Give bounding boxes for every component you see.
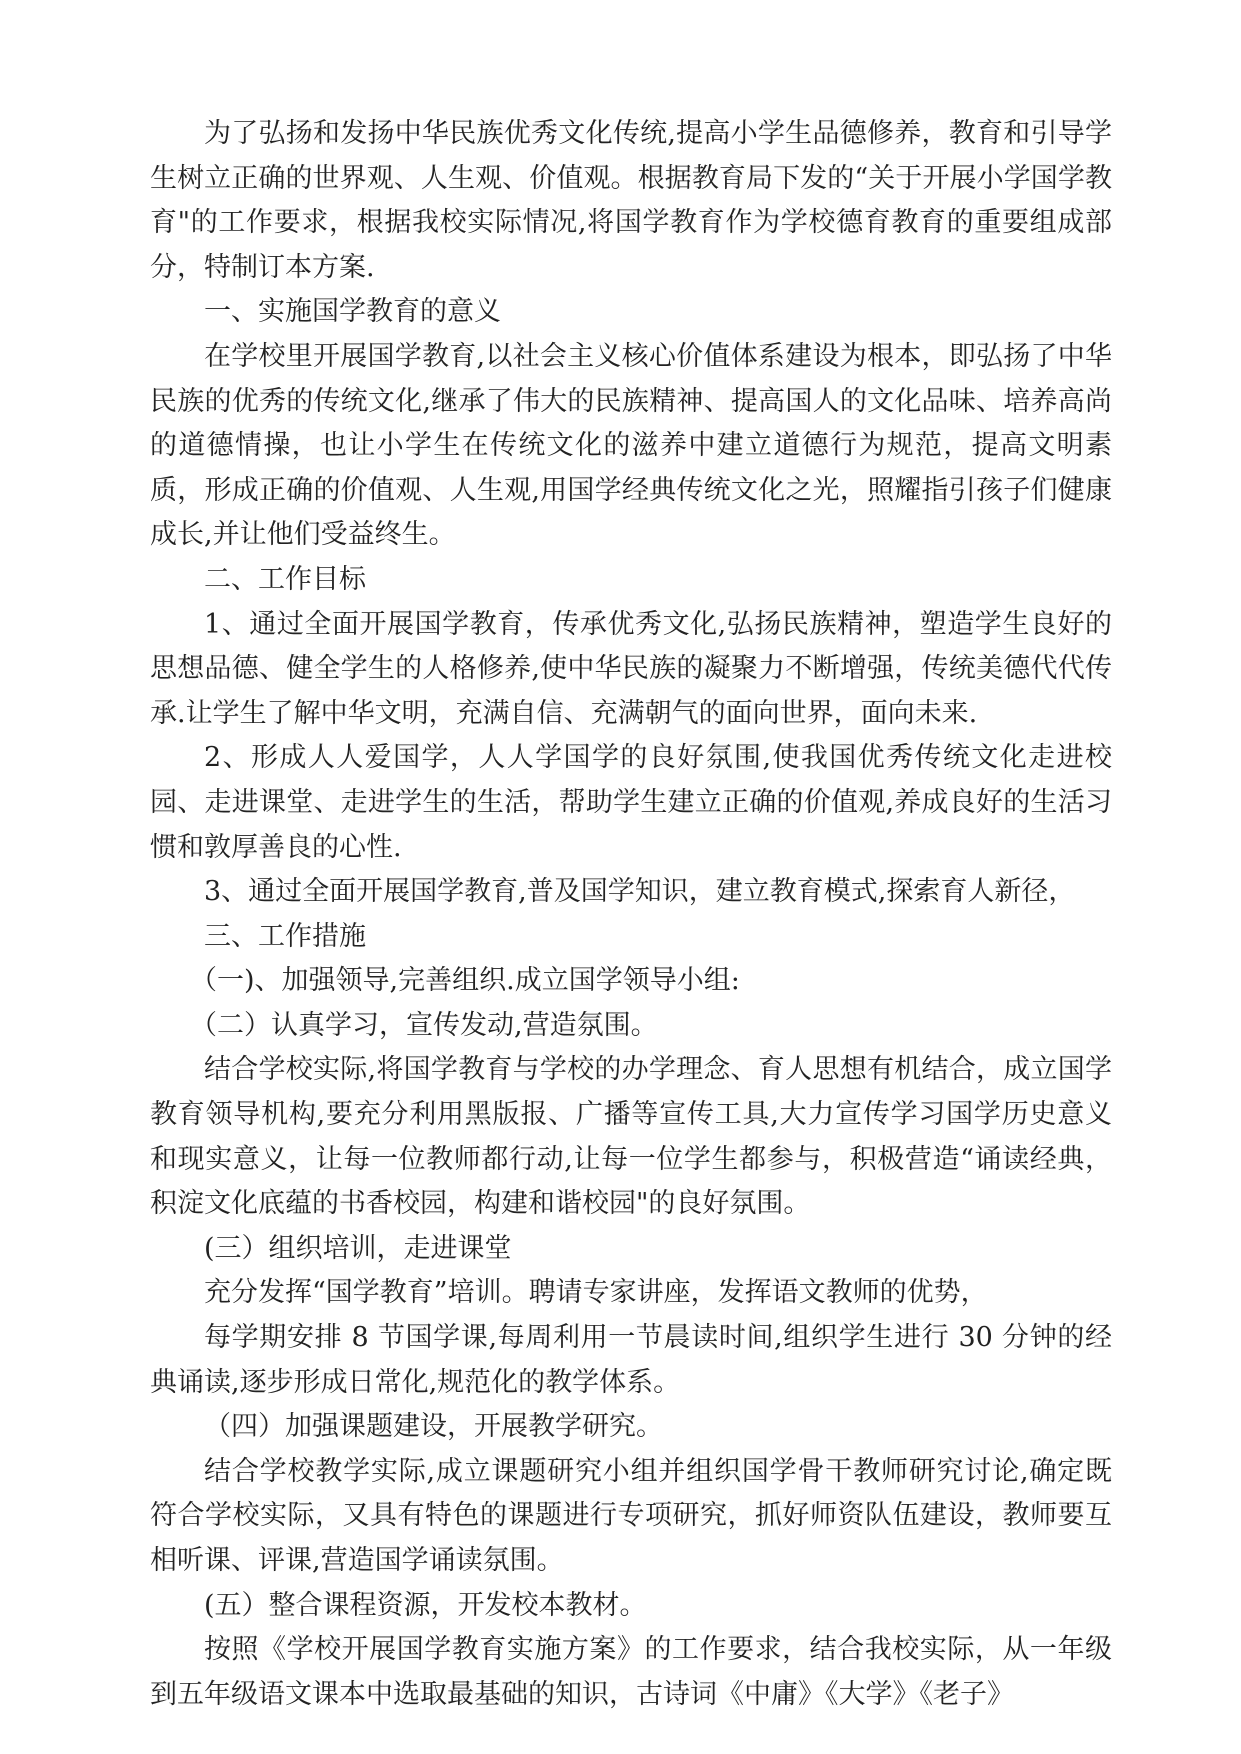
goal-paragraph: 3、通过全面开展国学教育,普及国学知识，建立教育模式,探索育人新径， xyxy=(204,876,1076,908)
measure-paragraph: 充分发挥“国学教育”培训。聘请专家讲座，发挥语文教师的优势， xyxy=(204,1277,988,1309)
section-heading: 二、工作目标 xyxy=(204,563,366,595)
measure-heading: （四）加强课题建设，开展教学研究。 xyxy=(204,1411,663,1443)
measure-heading: (三）组织培训，走进课堂 xyxy=(204,1232,512,1264)
measure-paragraph: 按照《学校开展国学教育实施方案》的工作要求，结合我校实际，从一年级到五年级语文课本中选取最基础的知识，古诗词《中庸》《大学》《老子》 xyxy=(150,1634,1112,1710)
measure-paragraph: 结合学校教学实际,成立课题研究小组并组织国学骨干教师研究讨论,确定既符合学校实际，又具有特色的课题进行专项研究，抓好师资队伍建设，教师要互相听课、评课,营造国学诵读氛围。 xyxy=(150,1455,1112,1576)
measure-heading: （一)、加强领导,完善组织.成立国学领导小组: xyxy=(190,965,740,997)
measure-paragraph: 结合学校实际,将国学教育与学校的办学理念、育人思想有机结合，成立国学教育领导机构,要充分利用黑版报、广播等宣传工具,大力宣传学习国学历史意义和现实意义，让每一位教师都行动,让每一位学生都参与，积极营造“诵读经典，积淀文化底蕴的书香校园，构建和谐校园"的良好氛围。 xyxy=(150,1054,1112,1220)
goal-paragraph: 1、通过全面开展国学教育，传承优秀文化,弘扬民族精神，塑造学生良好的思想品德、健全学生的人格修养,使中华民族的凝聚力不断增强，传统美德代代传承.让学生了解中华文明，充满自信、充满朝气的面向世界，面向未来. xyxy=(150,608,1112,729)
document-page xyxy=(150,112,1112,1717)
section-heading: 三、工作措施 xyxy=(204,920,366,952)
section-paragraph: 在学校里开展国学教育,以社会主义核心价值体系建设为根本，即弘扬了中华民族的优秀的传统文化,继承了伟大的民族精神、提高国人的文化品味、培养高尚的道德情操，也让小学生在传统文化的滋养中建立道德行为规范，提高文明素质，形成正确的价值观、人生观,用国学经典传统文化之光，照耀指引孩子们健康成长,并让他们受益终生。 xyxy=(150,340,1112,551)
measure-heading: （二）认真学习，宣传发动,营造氛围。 xyxy=(190,1009,658,1041)
goal-paragraph: 2、形成人人爱国学，人人学国学的良好氛围,使我国优秀传统文化走进校园、走进课堂、走进学生的生活，帮助学生建立正确的价值观,养成良好的生活习惯和敦厚善良的心性. xyxy=(150,742,1112,863)
measure-heading: (五）整合课程资源，开发校本教材。 xyxy=(204,1589,647,1621)
intro-paragraph: 为了弘扬和发扬中华民族优秀文化传统,提高小学生品德修养，教育和引导学生树立正确的世界观、人生观、价值观。根据教育局下发的“关于开展小学国学教育"的工作要求，根据我校实际情况,将国学教育作为学校德育教育的重要组成部分，特制订本方案. xyxy=(150,118,1112,283)
section-heading: 一、实施国学教育的意义 xyxy=(204,296,501,328)
measure-paragraph: 每学期安排 8 节国学课,每周利用一节晨读时间,组织学生进行 30 分钟的经典诵读,逐步形成日常化,规范化的教学体系。 xyxy=(150,1322,1112,1398)
